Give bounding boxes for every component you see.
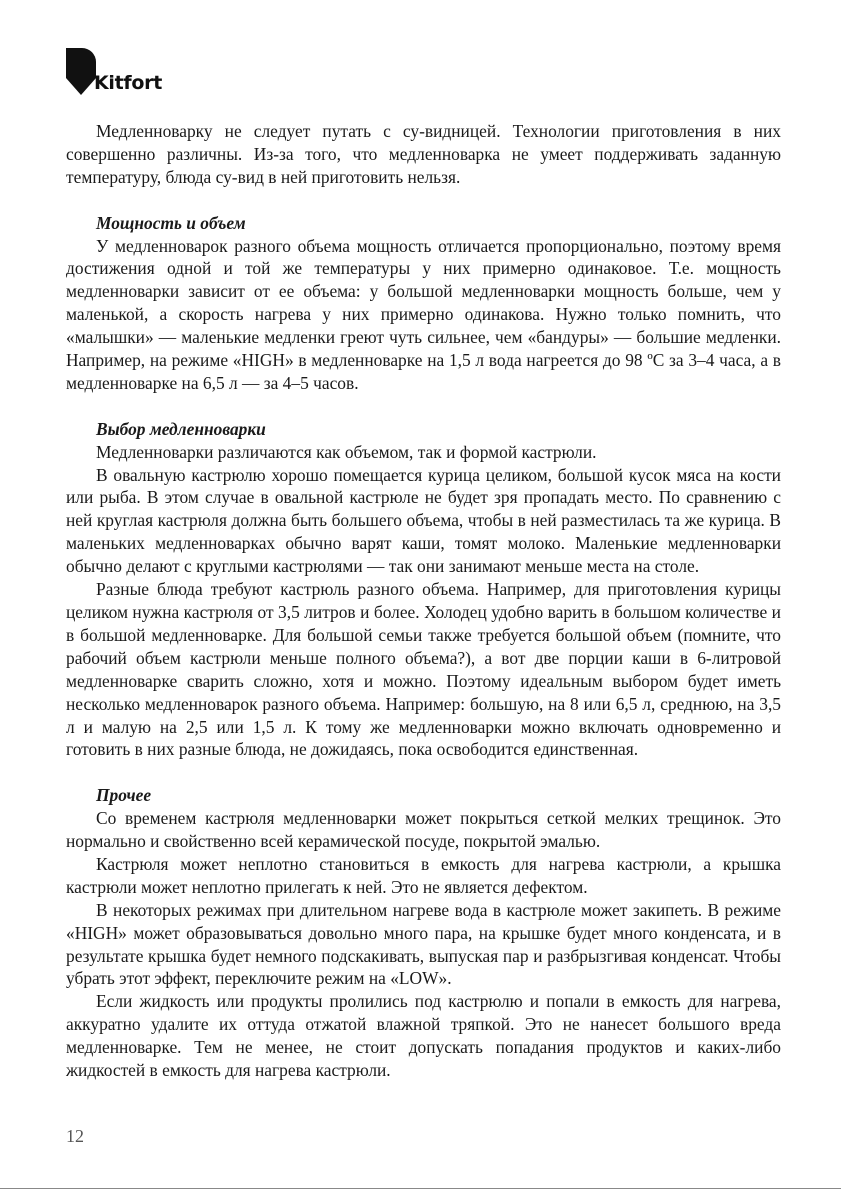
page-number: 12 (66, 1126, 84, 1146)
page-content (66, 120, 781, 1082)
paragraph: В некоторых режимах при длительном нагреве вода в кастрюле может закипеть. В режиме «HIGH» может образовываться довольно много пара, на крышке будет много конденсата, и в результате крышка будет немного подскакивать, выпуская пар и разбрызгивая конденсат. Чтобы убрать этот эффект, переключите режим на «LOW». (66, 899, 781, 989)
section-heading-other: Прочее (96, 785, 152, 806)
section-heading-power: Мощность и объем (96, 212, 246, 233)
brand-name: Kitfort (94, 72, 162, 94)
paragraph: В овальную кастрюлю хорошо помещается курица целиком, большой кусок мяса на кости или рыба. В этом случае в овальной кастрюле не будет зря пропадать место. По сравнению с ней круглая кастрюля должна быть большего объема, чтобы в ней разместилась та же курица. В маленьких медленноварках обычно варят каши, томят молоко. Маленькие медленноварки обычно делают с круглыми кастрюлями — так они занимают меньше места на столе. (66, 464, 781, 577)
paragraph: Со временем кастрюля медленноварки может покрыться сеткой мелких трещинок. Это нормально и свойственно всей керамической посуде, покрытой эмалью. (66, 808, 781, 852)
paragraph: У медленноварок разного объема мощность отличается пропорционально, поэтому время достижения одной и той же температуры у них примерно одинаковое. Т.е. мощность медленноварки зависит от ее объема: у большой медленноварки мощность больше, чем у маленькой, а скорость нагрева у них примерно одинакова. Нужно только помнить, что «малышки» — маленькие медленки греют чуть сильнее, чем «бандуры» — большие медленки. Например, на режиме «HIGH» в медленноварке на 1,5 л вода нагреется до 98 ºC за 3–4 часа, а в медленноварке на 6,5 л — за 4–5 часов. (66, 235, 781, 393)
paragraph: Медленноварки различаются как объемом, так и формой кастрюли. (96, 441, 597, 462)
kitfort-logo-icon (66, 48, 96, 98)
paragraph: Разные блюда требуют кастрюль разного объема. Например, для приготовления курицы целиком нужна кастрюля от 3,5 литров и более. Холодец удобно варить в большом количестве и в большой медленноварке. Для большой семьи также требуется большой объем (помните, что рабочий объем кастрюли меньше полного объема?), а вот две порции каши в 6-литровой медленноварке сварить сложно, хотя и можно. Поэтому идеальным выбором будет иметь несколько медленноварок разного объема. Например: большую, на 8 или 6,5 л, среднюю, на 3,5 л и малую на 2,5 или 1,5 л. К тому же медленноварки можно включать одновременно и готовить в них разные блюда, не дожидаясь, пока освободится единственная. (66, 579, 781, 760)
paragraph: Кастрюля может неплотно становиться в емкость для нагрева кастрюли, а крышка кастрюли может неплотно прилегать к ней. Это не является дефектом. (66, 853, 781, 897)
page-edge-divider (0, 1188, 841, 1189)
intro-paragraph: Медленноварку не следует путать с су-видницей. Технологии приготовления в них совершенно различны. Из-за того, что медленноварка не умеет поддерживать заданную температуру, блюда су-вид в ней приготовить нельзя. (66, 121, 781, 187)
paragraph: Если жидкость или продукты пролились под кастрюлю и попали в емкость для нагрева, аккуратно удалите их оттуда отжатой влажной тряпкой. Это не нанесет большого вреда медленноварке. Тем не менее, не стоит допускать попадания продуктов и каких-либо жидкостей в емкость для нагрева кастрюли. (66, 991, 781, 1081)
section-heading-choice: Выбор медленноварки (96, 418, 266, 439)
